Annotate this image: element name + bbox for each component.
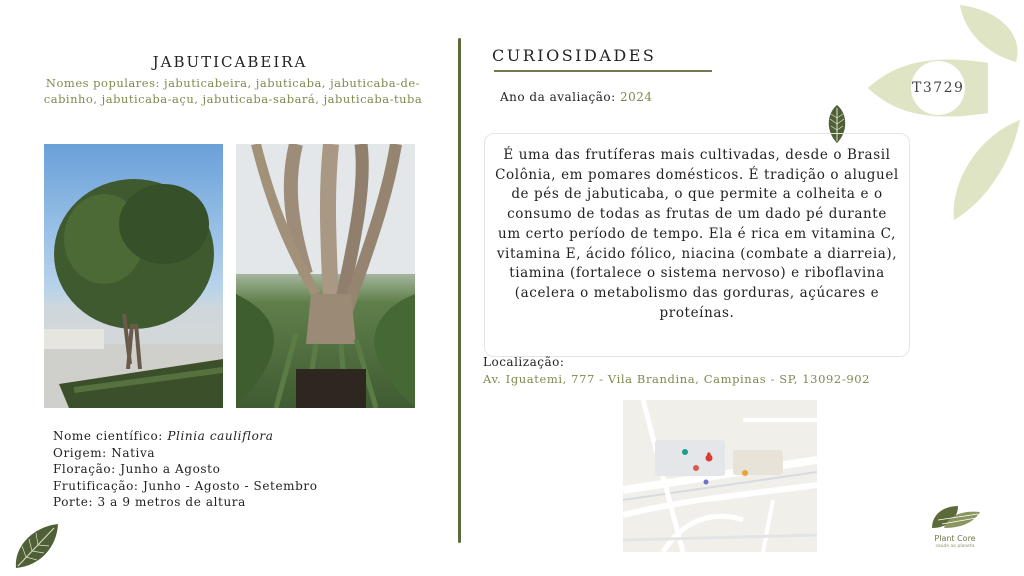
logo-name: Plant Core [934,534,976,543]
flowering: Floração: Junho a Agosto [53,462,221,476]
location-address: Av. Iguatemi, 777 - Vila Brandina, Campinas - SP, 13092-902 [483,372,871,386]
location-map[interactable] [623,400,817,552]
plant-facts [53,428,318,511]
leaf-icon [12,522,60,570]
curiosities-text: É uma das frutíferas mais cultivadas, desde o Brasil Colônia, em pomares domésticos. É tradição o aluguel de pés de jabuticaba, o que permite a colheita e o consumo de todas as frutas de um dado pé durante um certo período de tempo. Ela é rica em vitamina C, vitamina E, ácido fólico, niacina (combate a diarreia), tiamina (fortalece o sistema nervoso) e riboflavina (acelera o metabolismo das gorduras, açúcares e proteínas. [495,147,899,321]
plant-title: JABUTICABEIRA [152,53,308,71]
location-pin-icon [706,455,713,462]
scientific-name [53,428,318,445]
popular-names: Nomes populares: jabuticabeira, jabuticaba, jabuticaba-de-cabinho, jabuticaba-açu, jabuticaba-sabará, jabuticaba-tuba [43,76,423,106]
year-value: 2024 [619,90,653,104]
plant-code: T3729 [912,80,965,96]
scientific-name-value: Plinia cauliflora [167,429,274,443]
curiosities-title: CURIOSIDADES [492,46,657,65]
year-label: Ano da avaliação: [500,90,620,104]
origin: Origem: Nativa [53,445,156,460]
plant-size: Porte: 3 a 9 metros de altura [53,495,246,509]
trunk-photo [236,144,415,408]
tree-photo [44,144,223,408]
column-divider [458,38,461,543]
scientific-name-label: Nome científico: [53,429,168,443]
location-label: Localização: [483,355,565,369]
curiosities-underline [494,70,712,72]
fruiting: Frutificação: Junho - Agosto - Setembro [53,478,318,493]
evaluation-year [500,90,653,104]
logo-tagline: saúde ao planeta [935,544,975,549]
